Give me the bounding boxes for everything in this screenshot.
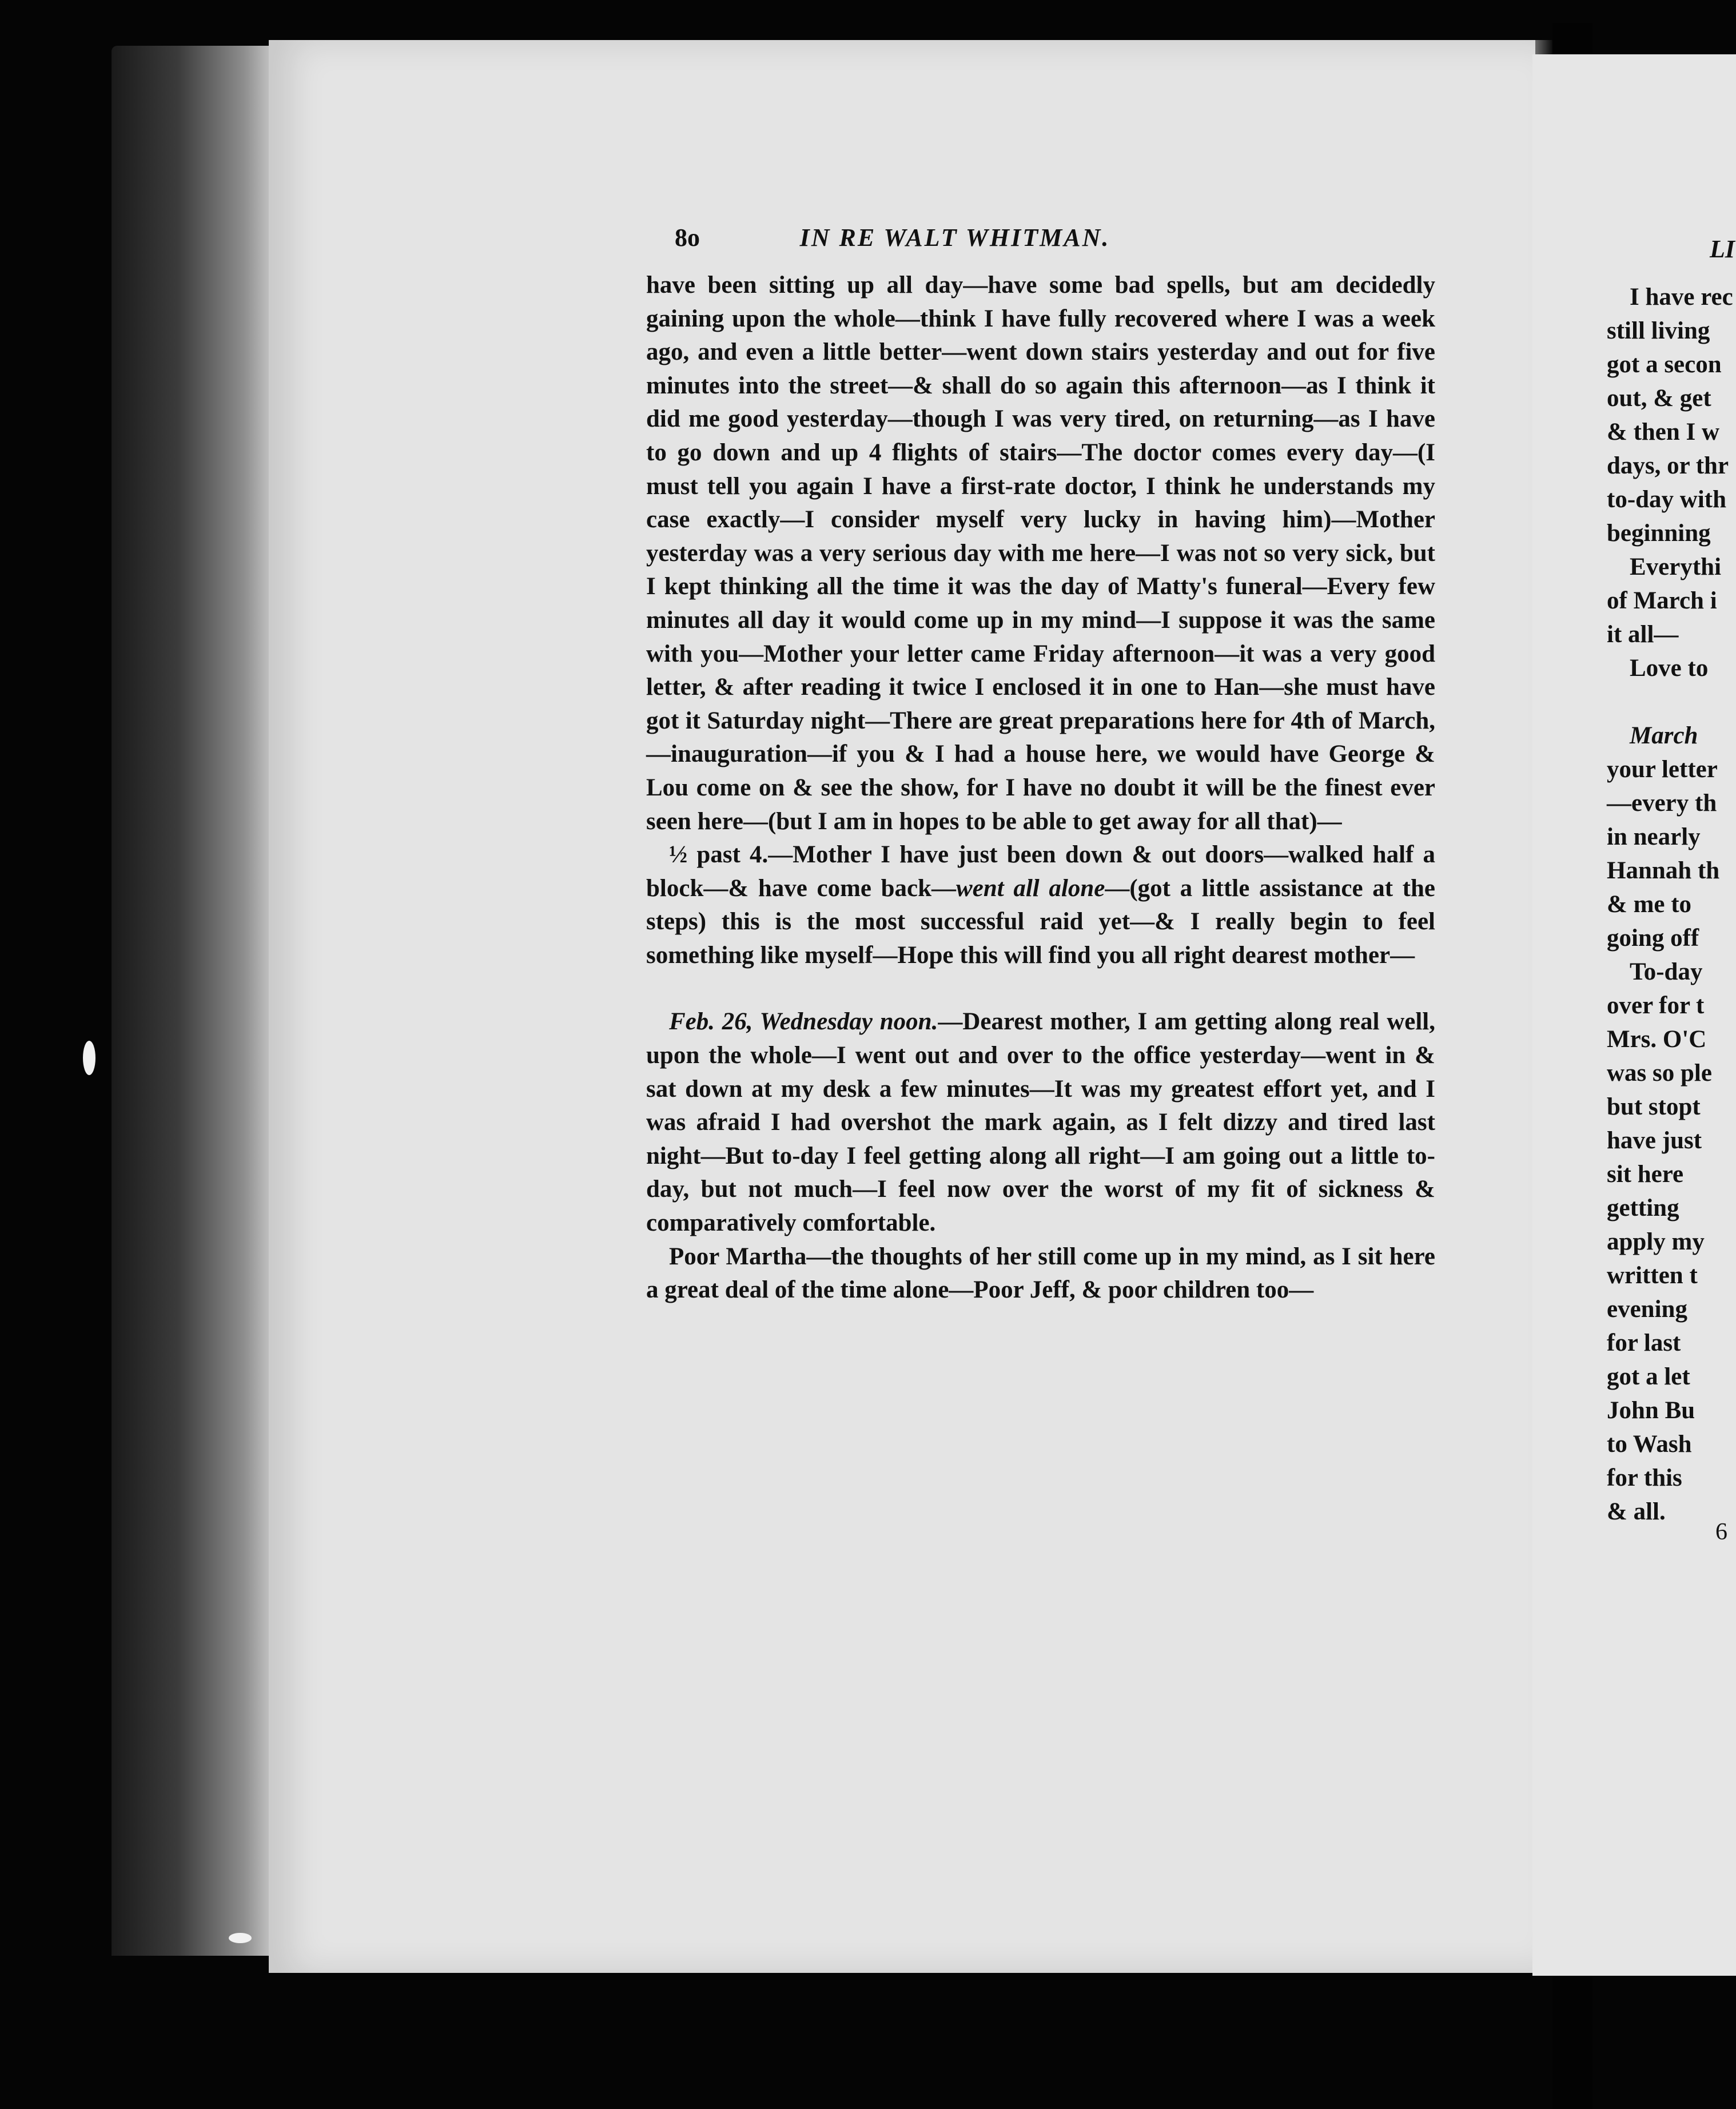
right-page-line: evening <box>1607 1296 1687 1323</box>
right-page-line: getting <box>1607 1195 1679 1221</box>
emphasis: went all alone <box>956 874 1105 902</box>
paragraph: Poor Martha—the thoughts of her still come up in my mind, as I sit here a great deal of the time alone—Poor Jeff, & poor children too— <box>646 1243 1435 1304</box>
right-page-line: your letter <box>1607 756 1718 783</box>
scan-speck <box>229 1933 252 1943</box>
right-page-line: have just <box>1607 1127 1702 1154</box>
paragraph: ½ past 4.—Mother I have just been down & out doors—walked half a block—& have come back—went all alone—(got a little assistance at the steps) this is the most successful raid yet—& I really begin to feel something like myself—Hope this will find you all right dearest mother— <box>646 841 1435 969</box>
right-page-line: Hannah th <box>1607 857 1720 884</box>
right-page-line: of March i <box>1607 587 1717 614</box>
right-page-line: for this <box>1607 1465 1682 1491</box>
right-page-line: Love to <box>1630 655 1709 682</box>
running-head: IN RE WALT WHITMAN. <box>799 224 1110 252</box>
right-page-line: sit here <box>1607 1161 1684 1188</box>
page-number: 8o <box>675 224 700 252</box>
right-page-line: over for t <box>1607 992 1705 1019</box>
right-page-line: for last <box>1607 1330 1681 1356</box>
right-page-line: in nearly <box>1607 823 1701 850</box>
right-page-line: but stopt <box>1607 1093 1701 1120</box>
right-running-head: LI <box>1710 235 1735 263</box>
right-page-line: got a secon <box>1607 351 1722 378</box>
right-page-line: beginning <box>1607 520 1711 547</box>
right-page-line: to Wash <box>1607 1431 1692 1458</box>
right-page-line: March <box>1630 722 1698 749</box>
paragraph: Feb. 26, Wednesday noon.—Dearest mother, I am getting along real well, upon the whole—I went out and over to the office yesterday—went in & sat down at my desk a few minutes—It was my greatest effort yet, and I was afraid I had overshot the mark again, as I felt dizzy and tired last night—But to-day I feel getting along all right—I am going out a little to-day, but not much—I feel now over the worst of my fit of sickness & comparatively comfortable. <box>646 1008 1435 1237</box>
right-page-line: I have rec <box>1630 284 1733 311</box>
right-page-line: got a let <box>1607 1363 1690 1390</box>
right-page-line: out, & get <box>1607 385 1711 412</box>
right-page-line: —every th <box>1607 790 1717 817</box>
letter-date: Feb. 26, Wednesday noon. <box>669 1008 938 1036</box>
right-page-line: written t <box>1607 1262 1698 1289</box>
right-page-line: & all. <box>1607 1498 1666 1525</box>
right-page-line: to-day with <box>1607 486 1727 513</box>
right-page-line: John Bu <box>1607 1397 1695 1424</box>
right-page-line: apply my <box>1607 1228 1705 1255</box>
right-page-line: it all— <box>1607 621 1679 648</box>
right-page-line: & me to <box>1607 891 1692 918</box>
right-page-line: Mrs. O'C <box>1607 1026 1707 1053</box>
right-page-line: still living <box>1607 317 1710 344</box>
scan-speck <box>83 1041 95 1075</box>
right-page-signature: 6 <box>1715 1519 1727 1545</box>
page-edge-stack <box>112 46 277 1956</box>
right-page-line: going off <box>1607 925 1699 952</box>
paragraph: have been sitting up all day—have some bad spells, but am decidedly gaining upon the whole—think I have fully recovered where I was a week ago, and even a little better—went down stairs yesterday and out for five minutes into the street—& shall do so again this afternoon—as I think it did me good yesterday—though I was very tired, on returning—as I have to go down and up 4 flights of stairs—The doctor comes every day—(I must tell you again I have a first-rate doctor, I think he understands my case exactly—I consider myself very lucky in having him)—Mother yesterday was a very serious day with me here—I was not so very sick, but I kept thinking all the time it was the day of Matty's funeral—Every few minutes all day it would come up in my mind—I suppose it was the same with you—Mother your letter came Friday afternoon—it was a very good letter, & after reading it twice I enclosed it in one to Han—she must have got it Saturday night—There are great preparations here for 4th of March,—inauguration—if you & I had a house here, we would have George & Lou come on & see the show, for I have no doubt it will be the finest ever seen here—(but I am in hopes to be able to get away for all that)— <box>646 272 1435 835</box>
right-page-line: was so ple <box>1607 1060 1712 1087</box>
right-page-line: & then I w <box>1607 419 1720 445</box>
right-page-line: Everythi <box>1630 554 1722 580</box>
right-page-line: days, or thr <box>1607 452 1729 479</box>
right-page-line: To-day <box>1630 958 1703 985</box>
letter-body <box>646 269 1435 1307</box>
